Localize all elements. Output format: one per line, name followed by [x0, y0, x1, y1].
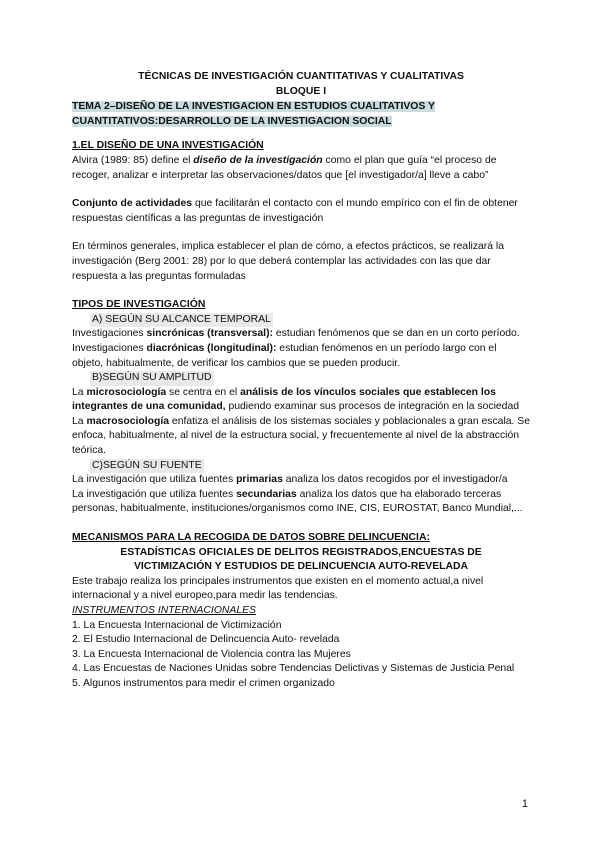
mecanismos-subtitle-2: VICTIMIZACIÓN Y ESTUDIOS DE DELINCUENCIA AUTO-REVELADA [133, 561, 469, 573]
paragraph-microsociologia: La microsociología se centra en el análisis de los vínculos sociales que establecen los integrantes de una comunidad, pudiendo examinar sus procesos de integración en la sociedad [72, 386, 520, 413]
subheading-amplitud: B)SEGÚN SU AMPLITUD [90, 371, 214, 386]
paragraph-terminos: En términos generales, implica establecer el plan de cómo, a efectos prácticos, se realizará la investigación (Berg 2001: 28) por lo que deberá contemplar las actividades con las que dar respuesta a las preguntas formuladas [72, 241, 505, 282]
list-item: 3. La Encuesta Internacional de Violencia contra las Mujeres [72, 648, 351, 660]
tema-line-1: TEMA 2–DISEÑO DE LA INVESTIGACION EN ESTUDIOS CUALITATIVOS Y [72, 101, 435, 113]
section-heading-tipos: TIPOS DE INVESTIGACIÓN [72, 299, 206, 311]
paragraph-diacronicas: Investigaciones diacrónicas (longitudinal): estudian fenómenos en un período largo con el objeto, habitualmente, de verificar los cambios que se pueden producir. [72, 342, 497, 369]
paragraph-primarias: La investigación que utiliza fuentes primarias analiza los datos recogidos por el investigador/a [72, 474, 508, 486]
paragraph-sincronicas: Investigaciones sincrónicas (transversal): estudian fenómenos que se dan en un corto período. [72, 328, 520, 340]
paragraph-conjunto: Conjunto de actividades que facilitarán el contacto con el mundo empírico con el fin de obtener respuestas científicas a las preguntas de investigación [72, 198, 518, 224]
page-number: 1 [521, 798, 528, 810]
paragraph-mecanismos-intro: Este trabajo realiza los principales instrumentos que existen en el momento actual,a nivel internacional y a nivel europeo,para medir las tendencias. [72, 575, 484, 602]
mecanismos-subtitle-1: ESTADÍSTICAS OFICIALES DE DELITOS REGISTRADOS,ENCUESTAS DE [120, 546, 482, 558]
section-heading-mecanismos: MECANISMOS PARA LA RECOGIDA DE DATOS SOBRE DELINCUENCIA: [72, 532, 430, 544]
list-item: 5. Algunos instrumentos para medir el crimen organizado [72, 677, 335, 689]
block-label: BLOQUE I [275, 85, 327, 97]
subheading-alcance-temporal: A) SEGÚN SU ALCANCE TEMPORAL [90, 313, 273, 328]
list-item: 1. La Encuesta Internacional de Victimización [72, 619, 282, 631]
document-title: TÉCNICAS DE INVESTIGACIÓN CUANTITATIVAS Y CUALITATIVAS [138, 71, 464, 82]
paragraph-macrosociologia: La macrosociología enfatiza el análisis de los sistemas sociales y poblacionales a gran escala. Se enfoca, habitualmente, al nivel de la estructura social, y frecuentemente al nivel de la abstracción teórica. [72, 415, 531, 457]
list-item: 2. El Estudio Internacional de Delincuencia Auto- revelada [72, 634, 340, 646]
paragraph-secundarias: La investigación que utiliza fuentes secundarias analiza los datos que ha elaborado terceras personas, habitualmente, instituciones/organismos como INE, CIS, EUROSTAT, Banco Mundial,... [72, 488, 523, 515]
tema-heading [72, 100, 530, 129]
tema-line-2: CUANTITATIVOS:DESARROLLO DE LA INVESTIGACION SOCIAL [72, 115, 392, 127]
paragraph-alvira: Alvira (1989: 85) define el diseño de la investigación como el plan que guía “el proceso de recoger, analizar e interpretar las observaciones/datos que [el investigador/a] lleve a cabo” [72, 154, 497, 181]
instrumentos-list [72, 619, 530, 692]
document-page [72, 70, 530, 692]
list-item: 4. Las Encuestas de Naciones Unidas sobre Tendencias Delictivas y Sistemas de Justicia Penal [72, 663, 515, 675]
section-heading-diseno: 1.EL DISEÑO DE UNA INVESTIGACIÓN [72, 140, 264, 152]
instrumentos-heading: INSTRUMENTOS INTERNACIONALES [72, 605, 256, 616]
subheading-fuente: C)SEGÚN SU FUENTE [90, 459, 204, 474]
